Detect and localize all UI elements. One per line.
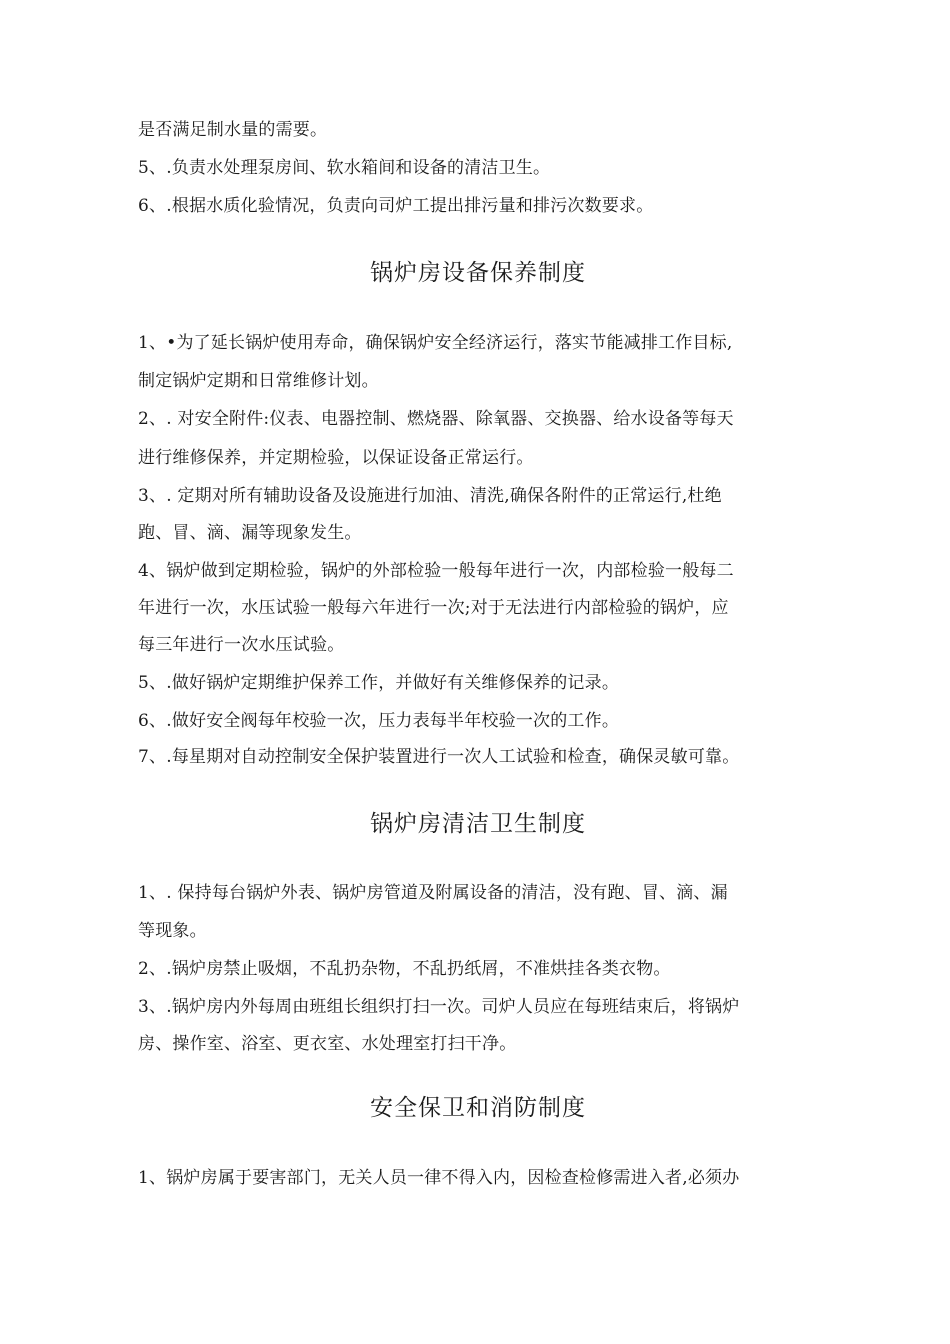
paragraph-line: 7、.每星期对自动控制安全保护装置进行一次人工试验和检查，确保灵敏可靠。 xyxy=(138,747,740,767)
paragraph-line: 等现象。 xyxy=(138,921,207,941)
paragraph-line: 3、.锅炉房内外每周由班组长组织打扫一次。司炉人员应在每班结束后，将锅炉 xyxy=(138,997,740,1017)
paragraph-line: 1、锅炉房属于要害部门，无关人员一律不得入内，因检查检修需进入者,必须办 xyxy=(138,1168,740,1188)
paragraph-line: 跑、冒、滴、漏等现象发生。 xyxy=(138,523,362,543)
paragraph-line: 2、.锅炉房禁止吸烟，不乱扔杂物，不乱扔纸屑，不准烘挂各类衣物。 xyxy=(138,959,671,979)
paragraph-line: 3、. 定期对所有辅助设备及设施进行加油、清洗,确保各附件的正常运行,杜绝 xyxy=(138,486,722,506)
paragraph-line: 1、•为了延长锅炉使用寿命，确保锅炉安全经济运行，落实节能减排工作目标, xyxy=(138,333,733,353)
intro-line: 是否满足制水量的需要。 xyxy=(138,120,328,140)
paragraph-line: 2、. 对安全附件:仪表、电器控制、燃烧器、除氧器、交换器、给水设备等每天 xyxy=(138,409,734,429)
paragraph-line: 6、.做好安全阀每年校验一次，压力表每半年校验一次的工作。 xyxy=(138,711,620,731)
paragraph-line: 年进行一次，水压试验一般每六年进行一次;对于无法进行内部检验的锅炉，应 xyxy=(138,598,729,618)
section-title: 锅炉房清洁卫生制度 xyxy=(370,811,586,837)
paragraph-line: 4、锅炉做到定期检验，锅炉的外部检验一般每年进行一次，内部检验一般每二 xyxy=(138,561,734,581)
intro-line: 5、.负责水处理泵房间、软水箱间和设备的清洁卫生。 xyxy=(138,158,551,178)
paragraph-line: 房、操作室、浴室、更衣室、水处理室打扫干净。 xyxy=(138,1034,517,1054)
paragraph-line: 5、.做好锅炉定期维护保养工作，并做好有关维修保养的记录。 xyxy=(138,673,620,693)
intro-line: 6、.根据水质化验情况，负责向司炉工提出排污量和排污次数要求。 xyxy=(138,196,654,216)
section-title: 锅炉房设备保养制度 xyxy=(370,260,586,286)
paragraph-line: 制定锅炉定期和日常维修计划。 xyxy=(138,371,379,391)
paragraph-line: 每三年进行一次水压试验。 xyxy=(138,635,345,655)
paragraph-line: 进行维修保养，并定期检验，以保证设备正常运行。 xyxy=(138,448,534,468)
paragraph-line: 1、. 保持每台锅炉外表、锅炉房管道及附属设备的清洁，没有跑、冒、滴、漏 xyxy=(138,883,728,903)
section-title: 安全保卫和消防制度 xyxy=(370,1095,586,1121)
